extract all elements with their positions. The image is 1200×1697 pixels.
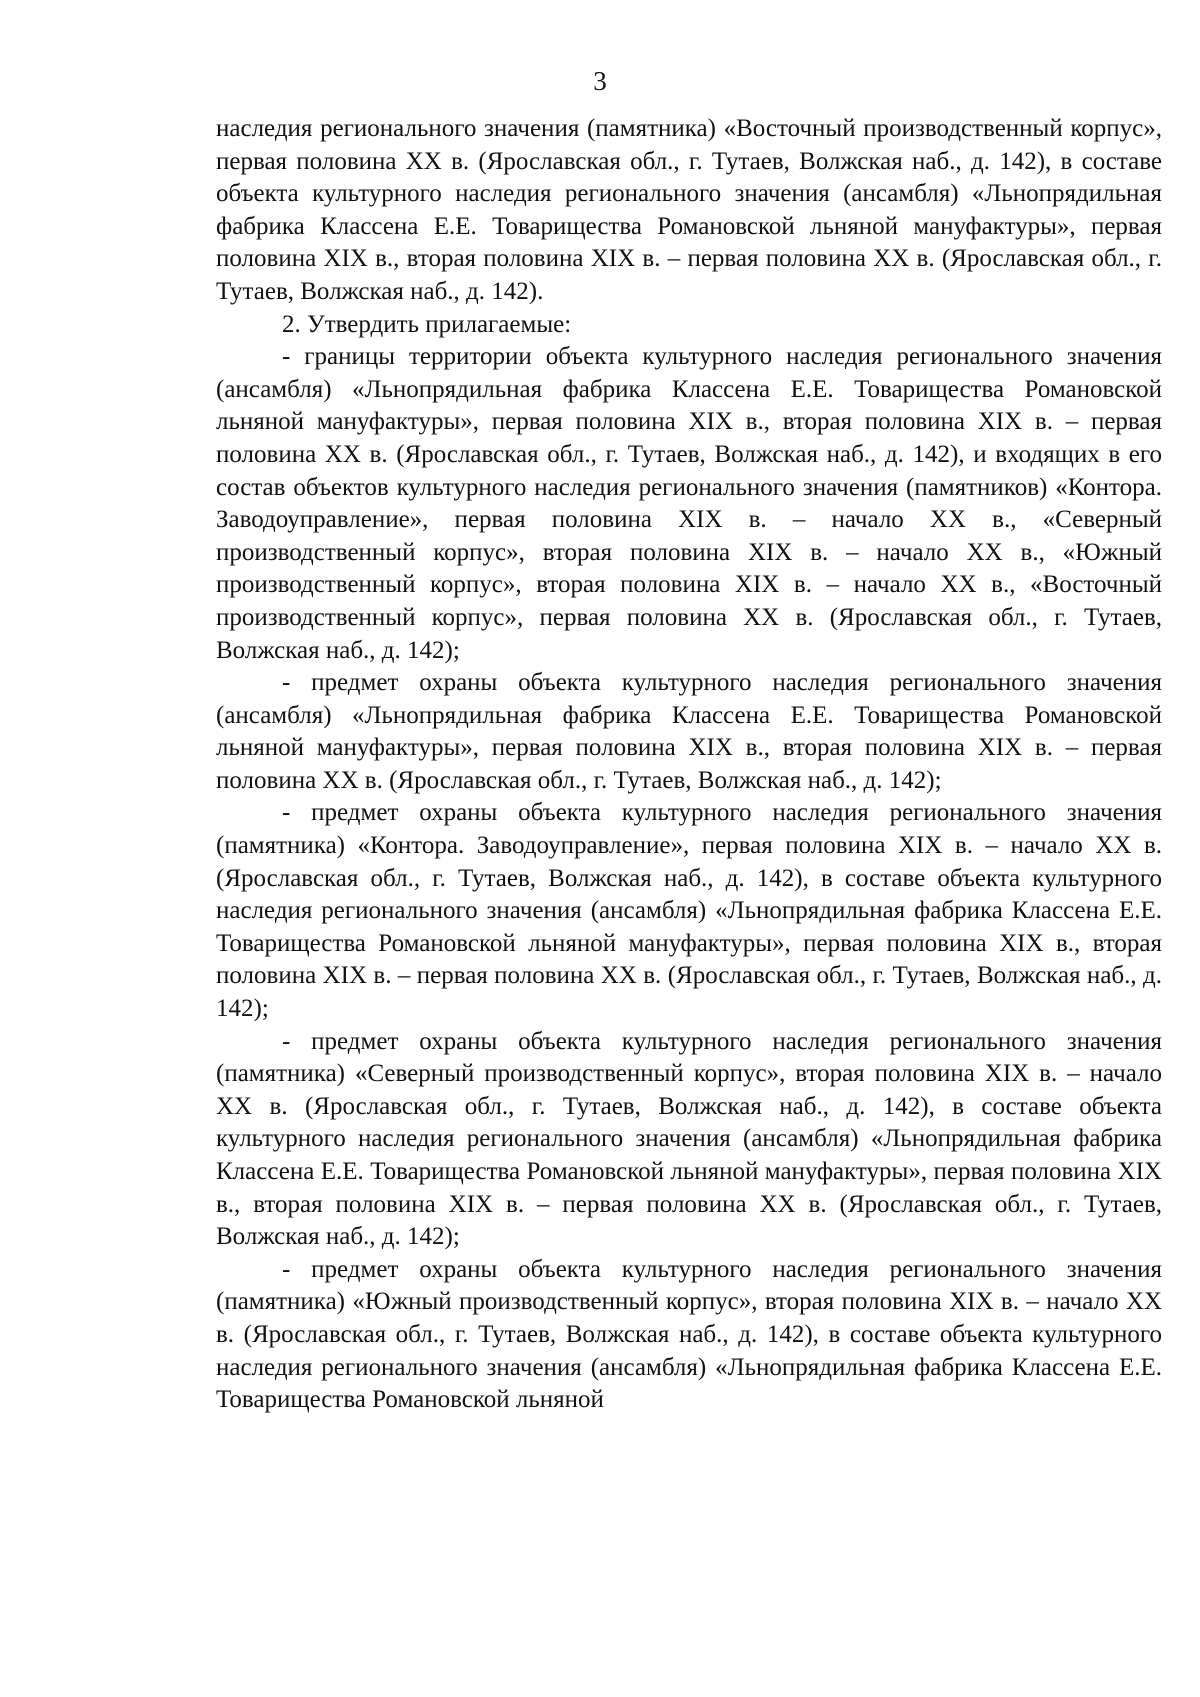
paragraph-continuation: наследия регионального значения (памятника) «Восточный производственный корпус», первая половина XX в. (Ярославская обл., г. Тутаев, Волжская наб., д. 142), в составе объекта культурного наследия регионального значения (ансамбля) «Льнопрядильная фабрика Классена Е.Е. Товарищества Романовской льняной мануфактуры», первая половина XIX в., вторая половина XIX в. – первая половина XX в. (Ярославская обл., г. Тутаев, Волжская наб., д. 142). — [216, 115, 1162, 305]
paragraph-item-2: 2. Утвердить прилагаемые: — [282, 310, 572, 338]
paragraph-protection-ensemble: - предмет охраны объекта культурного наследия регионального значения (ансамбля) «Льнопрядильная фабрика Классена Е.Е. Товарищества Романовской льняной мануфактуры», первая половина XIX в., вторая половина XIX в. – первая половина XX в. (Ярославская обл., г. Тутаев, Волжская наб., д. 142); — [216, 669, 1162, 794]
paragraph-territory-boundaries: - границы территории объекта культурного наследия регионального значения (ансамбля) «Льнопрядильная фабрика Классена Е.Е. Товарищества Романовской льняной мануфактуры», первая половина XIX в., вторая половина XIX в. – первая половина XX в. (Ярославская обл., г. Тутаев, Волжская наб., д. 142), и входящих в его состав объектов культурного наследия регионального значения (памятников) «Контора. Заводоуправление», первая половина XIX в. – начало XX в., «Северный производственный корпус», вторая половина XIX в. – начало XX в., «Южный производственный корпус», вторая половина XIX в. – начало XX в., «Восточный производственный корпус», первая половина XX в. (Ярославская обл., г. Тутаев, Волжская наб., д. 142); — [216, 343, 1162, 664]
paragraph-protection-north-building: - предмет охраны объекта культурного наследия регионального значения (памятника) «Северный производственный корпус», вторая половина XIX в. – начало XX в. (Ярославская обл., г. Тутаев, Волжская наб., д. 142), в составе объекта культурного наследия регионального значения (ансамбля) «Льнопрядильная фабрика Классена Е.Е. Товарищества Романовской льняной мануфактуры», первая половина XIX в., вторая половина XIX в. – первая половина XX в. (Ярославская обл., г. Тутаев, Волжская наб., д. 142); — [216, 1027, 1162, 1251]
page-number: 3 — [593, 66, 607, 96]
paragraph-protection-south-building: - предмет охраны объекта культурного наследия регионального значения (памятника) «Южный производственный корпус», вторая половина XIX в. – начало XX в. (Ярославская обл., г. Тутаев, Волжская наб., д. 142), в составе объекта культурного наследия регионального значения (ансамбля) «Льнопрядильная фабрика Классена Е.Е. Товарищества Романовской льняной — [216, 1255, 1162, 1414]
paragraph-protection-office: - предмет охраны объекта культурного наследия регионального значения (памятника) «Контора. Заводоуправление», первая половина XIX в. – начало XX в. (Ярославская обл., г. Тутаев, Волжская наб., д. 142), в составе объекта культурного наследия регионального значения (ансамбля) «Льнопрядильная фабрика Классена Е.Е. Товарищества Романовской льняной мануфактуры», первая половина XIX в., вторая половина XIX в. – первая половина XX в. (Ярославская обл., г. Тутаев, Волжская наб., д. 142); — [216, 799, 1162, 1023]
document-body — [216, 113, 1162, 1417]
